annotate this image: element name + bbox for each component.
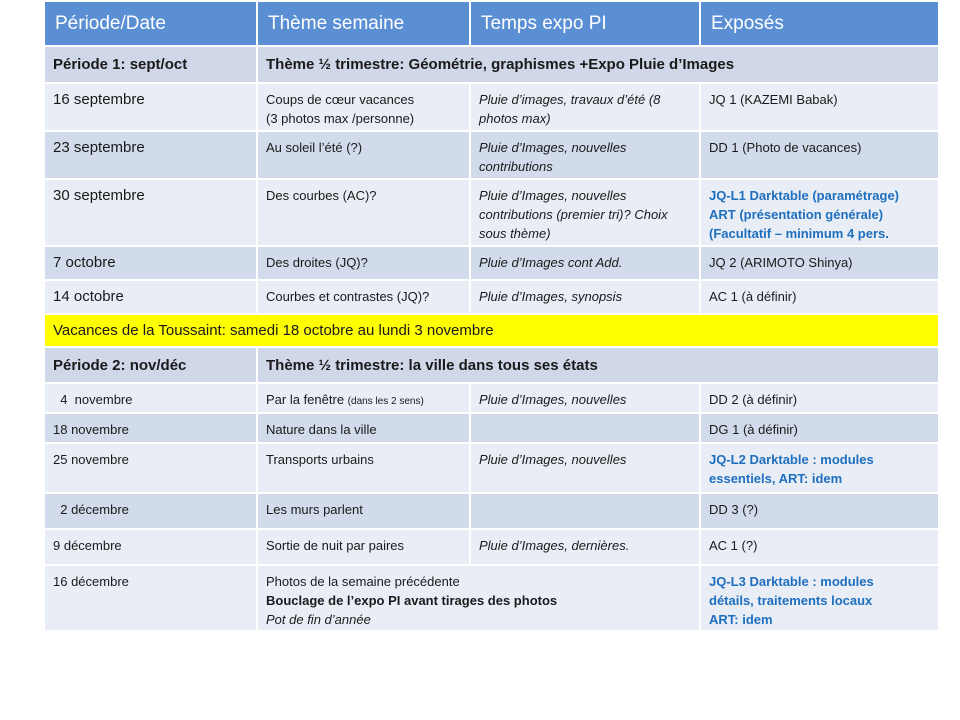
expose-line: ART (présentation générale) [709,207,884,222]
theme-cell [257,179,470,246]
header-exposes: Exposés [700,1,939,46]
expose-line: JQ-L3 Darktable : modules [709,574,874,589]
expose-line: DD 1 (Photo de vacances) [709,140,862,155]
table-row [44,83,939,131]
theme-cell [257,443,470,493]
theme-cell [257,383,470,413]
period-2-row [44,347,939,383]
table-row [44,443,939,493]
theme-line: Bouclage de l’expo PI avant tirages des photos [266,593,558,608]
expose-line: ART: idem [709,612,773,627]
theme-line: Courbes et contrastes (JQ)? [266,289,430,304]
date-cell: 9 décembre [44,529,257,565]
expose-cell [700,443,939,493]
header-row [44,1,939,46]
expo-cell: Pluie d’Images, nouvelles contributions (premier tri)? Choix sous thème) [470,179,700,246]
expo-cell: Pluie d’Images, nouvelles contributions [470,131,700,179]
expo-cell [470,493,700,529]
theme-main: Nature dans la ville [266,422,377,437]
date-cell: 18 novembre [44,413,257,443]
expose-cell [700,131,939,179]
expose-cell [700,83,939,131]
theme-cell [257,565,700,631]
period-2-theme: Thème ½ trimestre: la ville dans tous ses états [257,347,939,383]
theme-line: Des courbes (AC)? [266,188,377,203]
date-cell: 16 septembre [44,83,257,131]
header-theme: Thème semaine [257,1,470,46]
expose-cell [700,179,939,246]
date-cell: 25 novembre [44,443,257,493]
expose-line: détails, traitements locaux [709,593,873,608]
expose-cell [700,413,939,443]
expo-cell: Pluie d’Images, dernières. [470,529,700,565]
schedule-table [43,0,940,632]
theme-cell [257,131,470,179]
table-row [44,246,939,280]
date-cell: 30 septembre [44,179,257,246]
date-cell: 4 novembre [44,383,257,413]
expose-line: JQ-L2 Darktable : modules [709,452,874,467]
theme-cell [257,529,470,565]
theme-line: Pot de fin d’année [266,612,371,627]
holiday-row [44,314,939,347]
table-row [44,383,939,413]
theme-cell [257,493,470,529]
expose-cell [700,383,939,413]
period-2-label: Période 2: nov/déc [44,347,257,383]
period-1-row [44,46,939,83]
expose-cell [700,493,939,529]
table-row [44,493,939,529]
theme-note: (dans les 2 sens) [347,396,424,407]
theme-main: Par la fenêtre [266,392,345,407]
table-row [44,179,939,246]
expose-cell [700,529,939,565]
theme-line: (3 photos max /personne) [266,111,415,126]
table-row [44,280,939,314]
date-cell: 14 octobre [44,280,257,314]
date-cell: 23 septembre [44,131,257,179]
header-date: Période/Date [44,1,257,46]
theme-line: Coups de cœur vacances [266,92,415,107]
date-cell: 16 décembre [44,565,257,631]
theme-cell [257,83,470,131]
expose-cell [700,565,939,631]
expo-cell: Pluie d’images, travaux d’été (8 photos max) [470,83,700,131]
expo-cell: Pluie d’Images, nouvelles [470,383,700,413]
table-row [44,529,939,565]
expose-line: JQ 1 (KAZEMI Babak) [709,92,838,107]
theme-main: Sortie de nuit par paires [266,538,405,553]
theme-main: Transports urbains [266,452,374,467]
expo-cell: Pluie d’Images, nouvelles [470,443,700,493]
expo-cell: Pluie d’Images, synopsis [470,280,700,314]
date-cell: 2 décembre [44,493,257,529]
expose-line: JQ-L1 Darktable (paramétrage) [709,188,900,203]
theme-main: Les murs parlent [266,502,363,517]
expose-cell [700,246,939,280]
theme-line: Des droites (JQ)? [266,255,368,270]
holiday-text: Vacances de la Toussaint: samedi 18 octobre au lundi 3 novembre [44,314,939,347]
expo-cell: Pluie d’Images cont Add. [470,246,700,280]
theme-cell [257,246,470,280]
theme-line: Au soleil l’été (?) [266,140,363,155]
theme-cell [257,413,470,443]
expose-line: DD 3 (?) [709,502,759,517]
expose-cell [700,280,939,314]
period-1-label: Période 1: sept/oct [44,46,257,83]
period-1-theme: Thème ½ trimestre: Géométrie, graphismes +Expo Pluie d’Images [257,46,939,83]
expo-cell [470,413,700,443]
expose-line: DD 2 (à définir) [709,392,798,407]
date-cell: 7 octobre [44,246,257,280]
expose-line: (Facultatif – minimum 4 pers. [709,226,889,241]
expose-line: AC 1 (à définir) [709,289,797,304]
theme-cell [257,280,470,314]
table-row [44,131,939,179]
expose-line: JQ 2 (ARIMOTO Shinya) [709,255,853,270]
header-expo: Temps expo PI [470,1,700,46]
expose-line: AC 1 (?) [709,538,758,553]
expose-line: DG 1 (à définir) [709,422,798,437]
theme-line: Photos de la semaine précédente [266,574,460,589]
expose-line: essentiels, ART: idem [709,471,843,486]
table-row [44,413,939,443]
table-row [44,565,939,631]
